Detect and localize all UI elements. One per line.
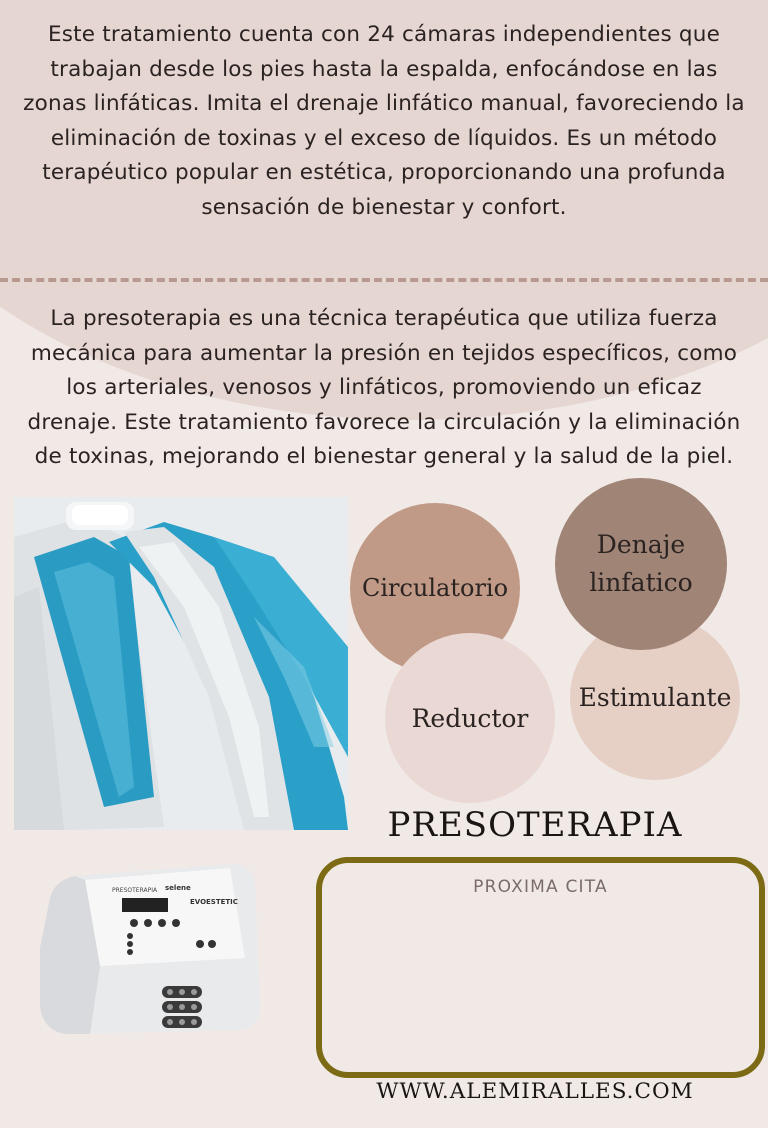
benefit-reductor <box>385 633 555 803</box>
pressotherapy-device-image <box>30 858 262 1036</box>
website-link[interactable]: WWW.ALEMIRALLES.COM <box>376 1079 694 1104</box>
intro-paragraph: Este tratamiento cuenta con 24 cámaras independientes que trabajan desde los pies hasta la espalda, enfocándose en las zonas linfáticas. Imita el drenaje linfático manual, favoreciendo la eliminación de toxinas y el exceso de líquidos. Es un método terapéutico popular en estética, proporcionando una profunda sensación de bienestar y confort. <box>23 22 745 220</box>
device-maker-text: EVOESTETIC <box>190 898 238 906</box>
benefit-reductor-label: Reductor <box>411 703 529 733</box>
next-appointment-box[interactable] <box>316 857 765 1078</box>
benefit-drenaje-line2: linfatico <box>589 568 693 597</box>
pressotherapy-suit-image <box>14 497 348 830</box>
dashed-divider <box>0 278 768 282</box>
benefit-drenaje-linfatico <box>555 478 727 650</box>
benefit-circulatorio-label: Circulatorio <box>361 574 509 602</box>
definition-paragraph: La presoterapia es una técnica terapéutica que utiliza fuerza mecánica para aumentar la presión en tejidos específicos, como los arteriales, venosos y linfáticos, promoviendo un eficaz drenaje. Este tratamiento favorece la circulación y la eliminación de toxinas, mejorando el bienestar general y la salud de la piel. <box>27 306 741 469</box>
benefit-drenaje-label <box>589 526 692 602</box>
device-model-text: selene <box>165 884 191 892</box>
benefit-drenaje-line1: Denaje <box>596 530 686 559</box>
benefit-estimulante-label: Estimulante <box>578 683 732 712</box>
device-brand-text: PRESOTERAPIA <box>112 887 158 894</box>
next-appointment-label: PROXIMA CITA <box>473 877 608 897</box>
page-title: PRESOTERAPIA <box>387 805 683 845</box>
